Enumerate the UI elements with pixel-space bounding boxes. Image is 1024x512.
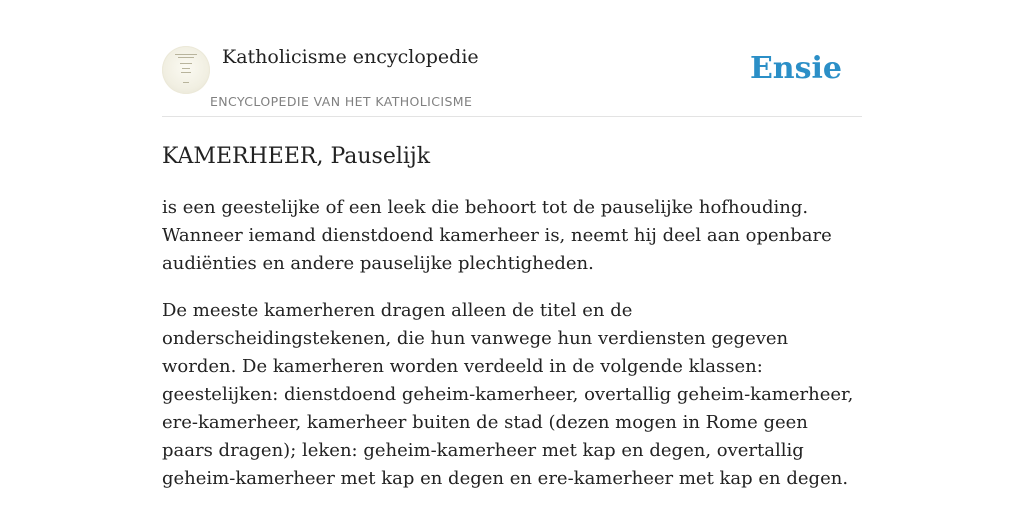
entry-paragraph: De meeste kamerheren dragen alleen de titel en de onderscheidingstekenen, die hun vanwege hun verdiensten gegeven worden. De kamerheren worden verdeeld in de volgende klassen: geestelijken: dienstdoend geheim-kamerheer, overtallig geheim-kamerheer, ere-kamerheer, kamerheer buiten de stad (dezen mogen in Rome geen paars dragen); leken: geheim-kamerheer met kap en degen, overtallig geheim-kamerheer met kap en degen en ere-kamerheer met kap en degen. — [162, 300, 854, 489]
book-cover-icon[interactable] — [162, 46, 210, 94]
content-container — [162, 0, 862, 493]
entry-body — [162, 194, 862, 493]
ensie-logo[interactable]: Ensie — [749, 51, 842, 86]
entry-title: KAMERHEER, Pauselijk — [162, 144, 431, 169]
site-subtitle: ENCYCLOPEDIE VAN HET KATHOLICISME — [210, 94, 473, 109]
site-header — [162, 0, 862, 117]
site-title-link[interactable]: Katholicisme encyclopedie — [222, 46, 479, 68]
entry-paragraph: is een geestelijke of een leek die behoort tot de pauselijke hofhouding. Wanneer iemand dienstdoend kamerheer is, neemt hij deel aan openbare audiënties en andere pauselijke plechtigheden. — [162, 197, 832, 274]
